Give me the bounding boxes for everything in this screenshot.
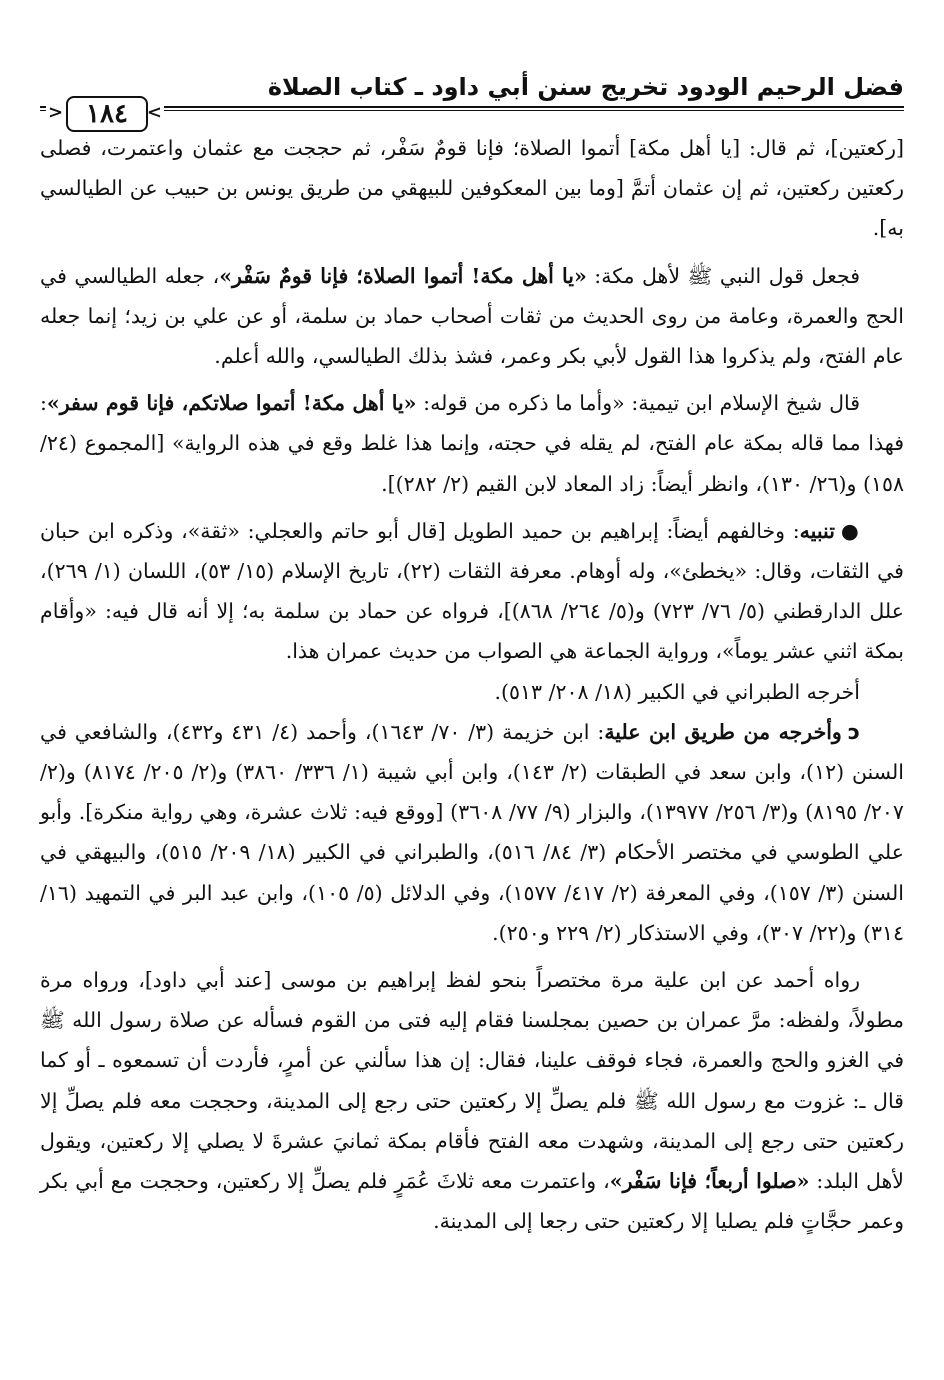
paragraph-7-text-b: ، واعتمرت معه ثلاثَ عُمَرٍ فلم يصلِّ إلا ركعتين، وحججت مع أبي بكر وعمر حجَّاتٍ فلم يصليا إلا ركعتين حتى رجعا إلى المدينة. — [40, 1169, 904, 1234]
bullet-icon: ● — [840, 518, 860, 543]
header-rule-thin — [40, 110, 904, 111]
paragraph-4 — [40, 511, 904, 672]
paragraph-4-lead: تنبيه — [799, 518, 835, 543]
paragraph-7-quote: «صلوا أربعاً؛ فإنا سَفْر» — [609, 1169, 810, 1194]
paragraph-1-text: [ركعتين]، ثم قال: [يا أهل مكة] أتموا الصلاة؛ فإنا قومٌ سَفْر، ثم حججت مع عثمان واعتمرت، فصلى ركعتين ركعتين، ثم إن عثمان أتمَّ [وما بين المعكوفين للبيهقي من طريق يونس بن حبيب عن الطيالسي به]. — [40, 136, 904, 241]
running-head-title: فضل الرحيم الودود تخريج سنن أبي داود ـ كتاب الصلاة — [267, 73, 904, 101]
paragraph-1 — [40, 128, 904, 249]
paragraph-2-quote: «يا أهل مكة! أتموا الصلاة؛ فإنا قومٌ سَفْر» — [219, 263, 587, 288]
paragraph-3-text-a: قال شيخ الإسلام ابن تيمية: «وأما ما ذكره من قوله: — [416, 391, 861, 416]
paragraph-6-text: : ابن خزيمة (٣/ ٧٠/ ١٦٤٣)، وأحمد (٤/ ٤٣١ و٤٣٢)، والشافعي في السنن (١٢)، وابن سعد في الطبقات (٢/ ١٤٣)، وابن أبي شيبة (١/ ٣٣٦/ ٣٨٦٠) و(٢/ ٢٠٥/ ٨١٧٤) و(٢/ ٢٠٧/ ٨١٩٥) و(٣/ ٢٥٦/ ١٣٩٧٧)، والبزار (٩/ ٧٧/ ٣٦٠٨) [ووقع فيه: ثلاث عشرة، وهي رواية منكرة]. وأبو علي الطوسي في مختصر الأحكام (٣/ ٨٤/ ٥١٦)، والطبراني في الكبير (١٨/ ٢٠٩/ ٥١٥)، والبيهقي في السنن (٣/ ١٥٧)، وفي المعرفة (٢/ ٤١٧/ ١٥٧٧)، وفي الدلائل (٥/ ١٠٥)، وابن عبد البر في التمهيد (١٦/ ٣١٤) و(٢٢/ ٣٠٧)، وفي الاستذكار (٢/ ٢٢٩ و٢٥٠). — [40, 719, 904, 945]
paragraph-7-text-a: رواه أحمد عن ابن علية مرة مختصراً بنحو لفظ إبراهيم بن موسى [عند أبي داود]، ورواه مرة مطولاً، ولفظه: مرَّ عمران بن حصين بمجلسنا فقام إليه فتى من القوم فسأله عن صلاة رسول الله ﷺ في الغزو والحج والعمرة، فجاء فوقف علينا، فقال: إن هذا سألني عن أمرٍ، فأردت أن تسمعوه ـ أو كما قال ـ: غزوت مع رسول الله ﷺ فلم يصلِّ إلا ركعتين حتى رجع إلى المدينة، وحججت معه فلم يصلِّ إلا ركعتين حتى رجع إلى المدينة، وشهدت معه الفتح فأقام بمكة ثمانيَ عشرةَ لا يصلي إلا ركعتين، ويقول لأهل البلد: — [40, 968, 904, 1194]
ornament-chevron-right-icon: > — [146, 102, 162, 123]
header-rule — [40, 106, 904, 108]
paragraph-2-text-a: فجعل قول النبي ﷺ لأهل مكة: — [586, 263, 861, 288]
paragraph-3-quote: «يا أهل مكة! أتموا صلاتكم، فإنا قوم سفر» — [46, 391, 417, 416]
book-page — [40, 28, 904, 1358]
paragraph-2-text-b: ، جعله الطيالسي في الحج والعمرة، وعامة من روى الحديث من ثقات أصحاب حماد بن سلمة، أو عن علي بن زيد؛ إنما جعله عام الفتح، ولم يذكروا هذا القول لأبي بكر وعمر، فشذ بذلك الطيالسي، والله أعلم. — [40, 263, 904, 369]
paragraph-3 — [40, 383, 904, 504]
page-number: ١٨٤ — [66, 96, 148, 132]
paragraph-2 — [40, 256, 904, 377]
paragraph-4-text: : وخالفهم أيضاً: إبراهيم بن حميد الطويل [قال أبو حاتم والعجلي: «ثقة»، وذكره ابن حبان في الثقات، وقال: «يخطئ»، وله أوهام. معرفة الثقات (٢٢)، تاريخ الإسلام (١٥/ ٥٣)، اللسان (١/ ٢٦٩)، علل الدارقطني (٥/ ٧٦/ ٧٢٣) و(٥/ ٢٦٤/ ٨٦٨)]، فرواه عن حماد بن سلمة به؛ إلا أنه قال فيه: «وأقام بمكة اثني عشر يوماً»، ورواية الجماعة هي الصواب من حديث عمران هذا. — [40, 518, 904, 664]
page-number-ornament — [46, 96, 164, 130]
page-body — [40, 128, 904, 1241]
paragraph-7 — [40, 960, 904, 1241]
paragraph-6 — [40, 712, 904, 953]
section-mark-icon: ɔ — [847, 719, 860, 744]
paragraph-5 — [40, 672, 904, 712]
paragraph-5-text: أخرجه الطبراني في الكبير (١٨/ ٢٠٨/ ٥١٣). — [494, 679, 860, 704]
paragraph-3-text-b: : فهذا مما قاله بمكة عام الفتح، لم يقله في حجته، وإنما هذا غلط وقع في هذه الرواية» [المجموع (٢٤/ ١٥٨) و(٢٦/ ١٣٠)، وانظر أيضاً: زاد المعاد لابن القيم (٢/ ٢٨٢)]. — [40, 391, 904, 496]
paragraph-6-lead: وأخرجه من طريق ابن علية — [604, 719, 842, 744]
ornament-chevron-left-icon: < — [48, 102, 64, 123]
